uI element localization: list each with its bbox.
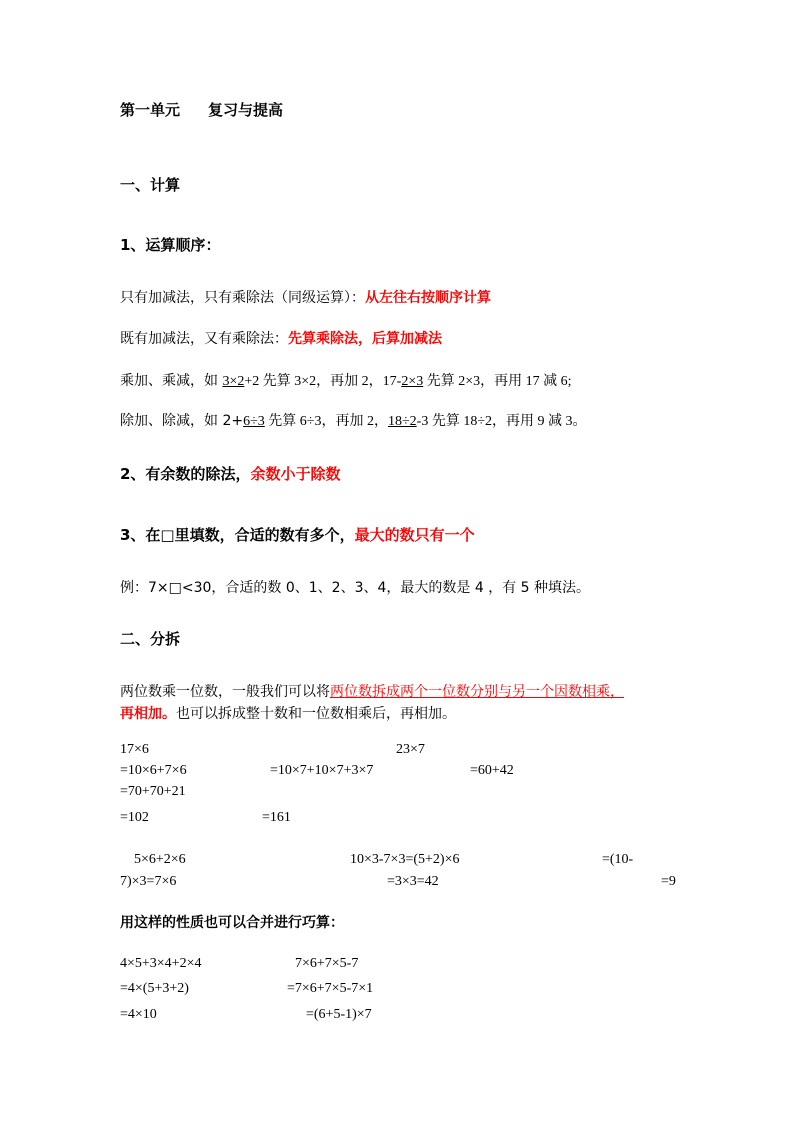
- math-line: =60+42: [470, 763, 514, 778]
- rule-mixed: 既有加减法，又有乘除法：先算乘除法，后算加减法: [120, 331, 442, 347]
- math-line: =4×(5+3+2): [120, 981, 189, 996]
- section-heading-calculation: 一、计算: [120, 176, 181, 194]
- math-line: =70+70+21: [120, 784, 186, 799]
- subheading-remainder: 2、有余数的除法，余数小于除数: [120, 465, 341, 483]
- split-paragraph-line2: 再相加。也可以拆成整十数和一位数相乘后，再相加。: [120, 706, 456, 722]
- math-line: 17×6: [120, 742, 149, 757]
- unit-label: 第一单元: [120, 101, 181, 119]
- unit-name: 复习与提高: [208, 101, 284, 119]
- math-line: 7×6+7×5-7: [295, 956, 359, 971]
- split-paragraph-line1: 两位数乘一位数，一般我们可以将两位数拆成两个一位数分别与另一个因数相乘，: [120, 684, 624, 700]
- math-line: =(10-: [602, 852, 634, 867]
- page-title: [120, 99, 283, 120]
- example-line: 例：7×□<30，合适的数 0、1、2、3、4，最大的数是 4 ，有 5 种填法。: [120, 580, 591, 596]
- rule-same-level-highlight: 从左往右按顺序计算: [365, 290, 491, 306]
- math-line: =4×10: [120, 1007, 157, 1022]
- math-line: =102: [120, 810, 149, 825]
- rule-divide-add: 除加、除减，如 2+6÷3 先算 6÷3，再加 2，18÷2-3 先算 18÷2，再用 9 减 3。: [120, 413, 587, 429]
- subheading-fill-box: 3、在□里填数，合适的数有多个，最大的数只有一个: [120, 526, 475, 544]
- math-line: 4×5+3×4+2×4: [120, 956, 202, 971]
- subheading-order: 1、运算顺序：: [120, 236, 221, 254]
- math-line: 7)×3=7×6: [120, 874, 177, 889]
- math-line: =3×3=42: [387, 874, 439, 889]
- rule-mixed-highlight: 先算乘除法，后算加减法: [288, 331, 442, 347]
- math-line: =9: [661, 874, 676, 889]
- math-line: =7×6+7×5-7×1: [287, 981, 374, 996]
- math-line: =161: [262, 810, 291, 825]
- math-line: 23×7: [396, 742, 425, 757]
- math-line: 5×6+2×6: [134, 852, 186, 867]
- section-heading-split: 二、分拆: [120, 630, 181, 648]
- math-line: 10×3-7×3=(5+2)×6: [350, 852, 460, 867]
- section-heading-combine: 用这样的性质也可以合并进行巧算：: [120, 915, 344, 931]
- rule-multiply-add: 乘加、乘减，如 3×2+2 先算 3×2，再加 2，17-2×3 先算 2×3，再用 17 减 6;: [120, 373, 572, 389]
- math-line: =(6+5-1)×7: [306, 1007, 372, 1022]
- math-line: =10×7+10×7+3×7: [270, 763, 374, 778]
- math-line: =10×6+7×6: [120, 763, 187, 778]
- rule-same-level: 只有加减法，只有乘除法（同级运算）：从左往右按顺序计算: [120, 290, 491, 306]
